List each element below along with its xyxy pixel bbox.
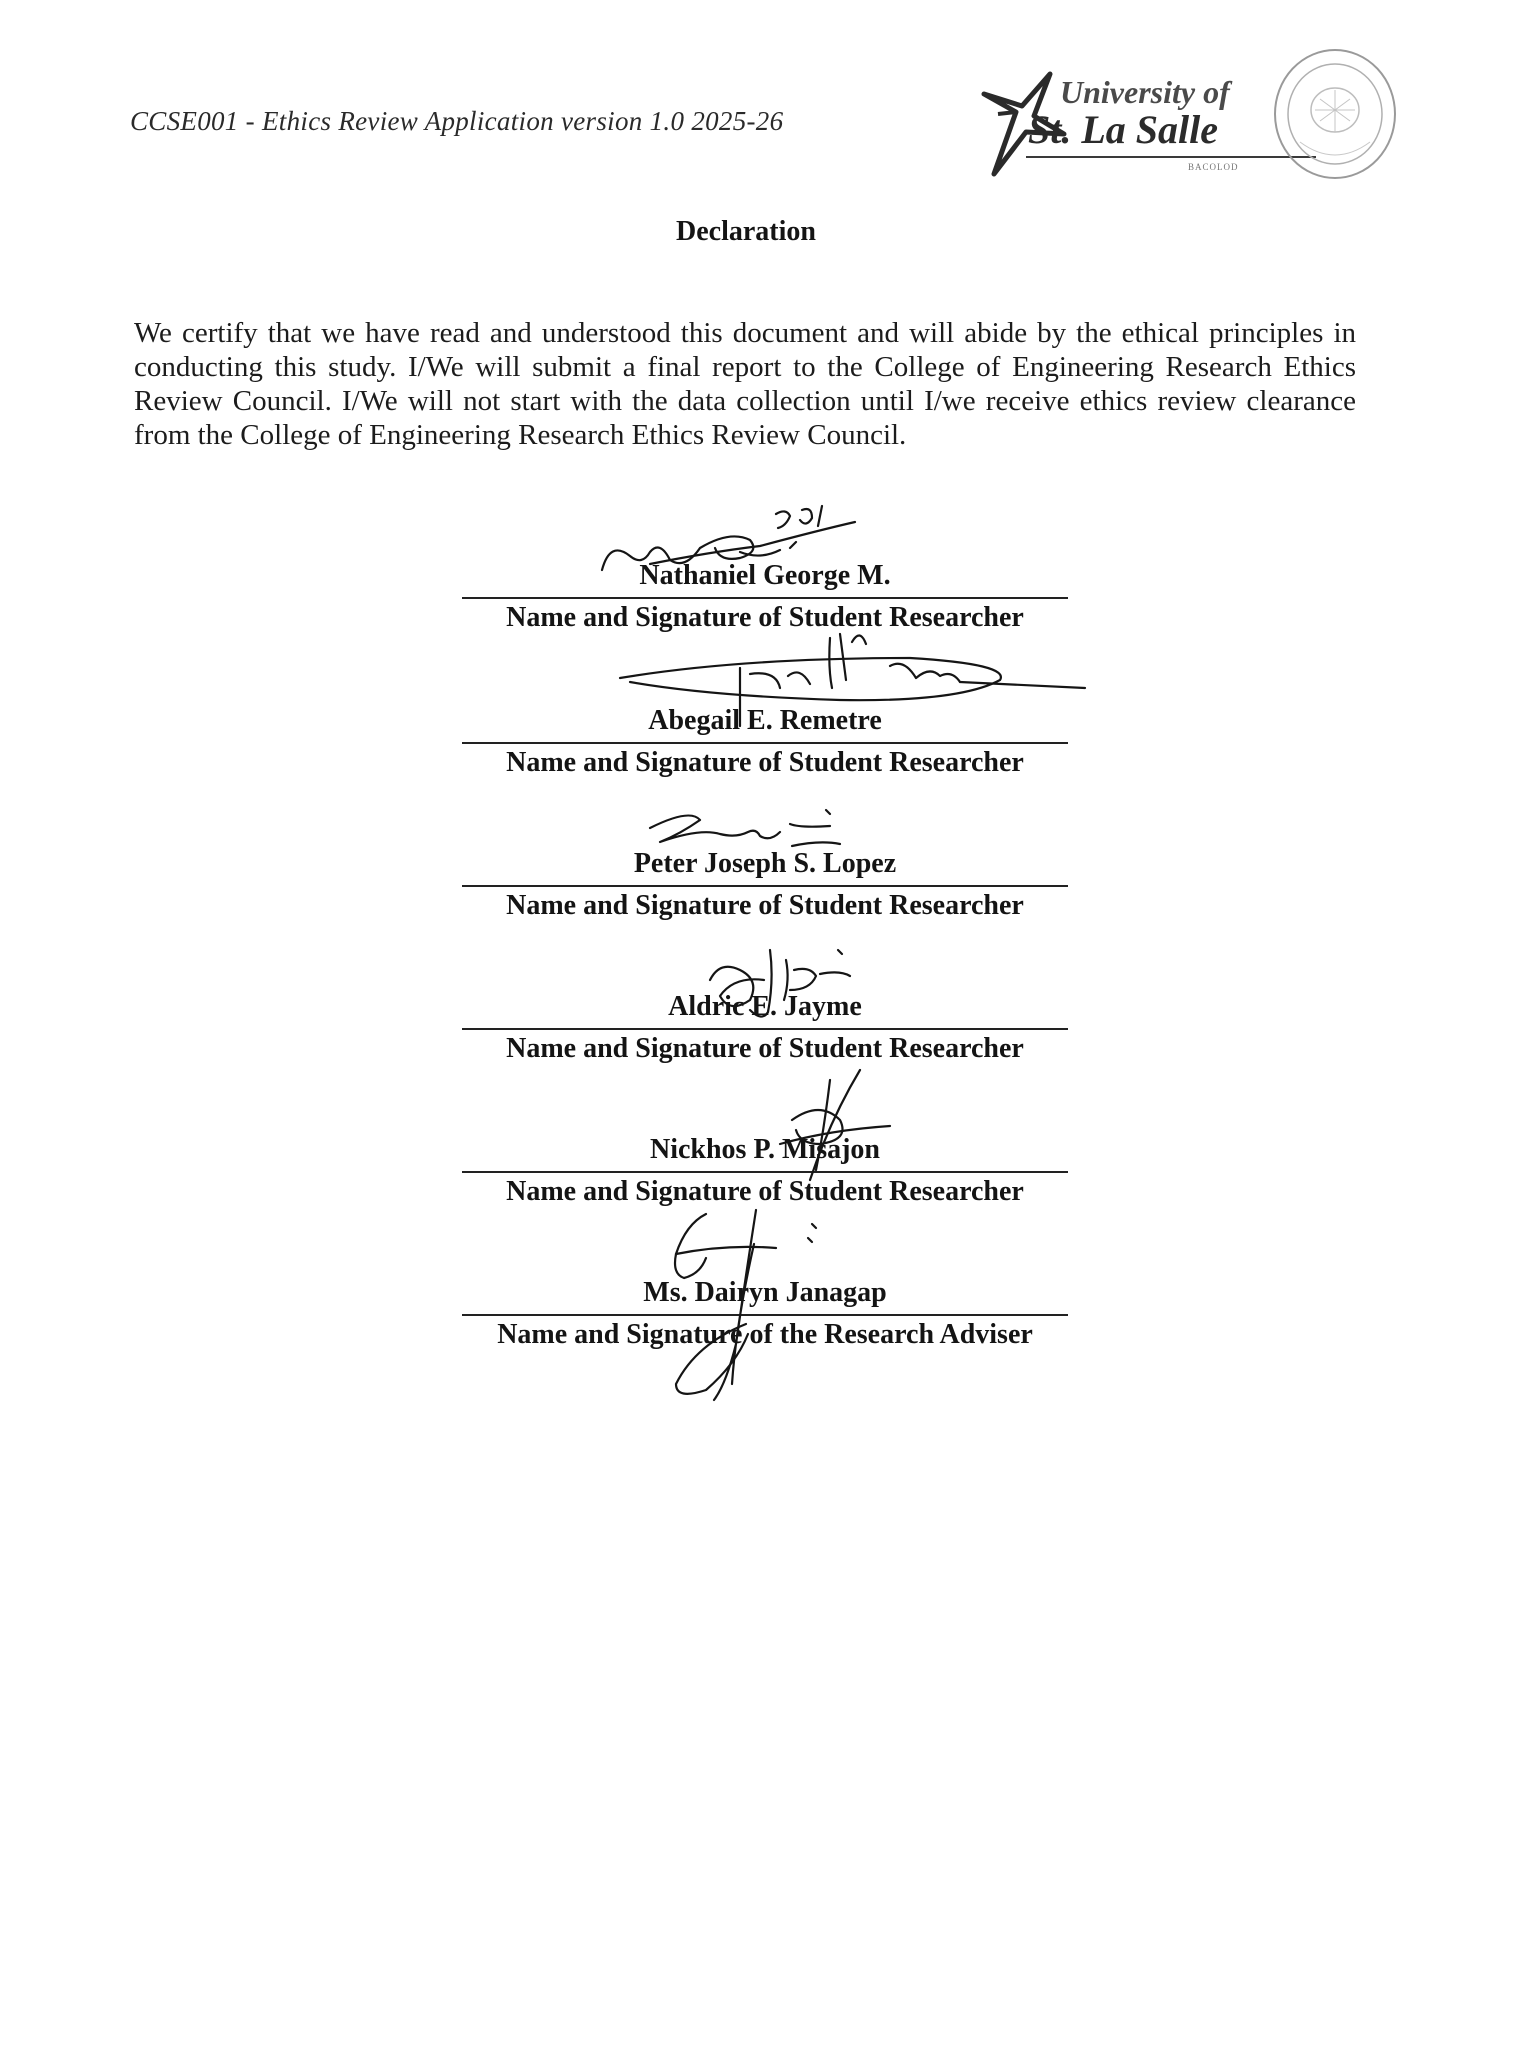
signature-block-5 xyxy=(450,1132,1080,1211)
signatory-role: Name and Signature of Student Researcher xyxy=(506,602,1024,633)
signatory-role: Name and Signature of Student Researcher xyxy=(506,747,1024,778)
university-logo xyxy=(964,44,1404,194)
logo-city: BACOLOD xyxy=(1188,162,1239,172)
signature-block-1 xyxy=(450,558,1080,637)
signatory-name: Nathaniel George M. xyxy=(639,560,891,591)
signatory-name: Peter Joseph S. Lopez xyxy=(633,848,897,879)
signature-block-4 xyxy=(450,989,1080,1068)
declaration-paragraph: We certify that we have read and understood this document and will abide by the ethical principles in conducting this study. I/We will submit a final report to the College of Engineering Research Ethics Review Council. I/We will not start with the data collection until I/we receive ethics review clearance from the College of Engineering Research Ethics Review Council. xyxy=(134,317,1356,451)
form-reference: CCSE001 - Ethics Review Application version 1.0 2025-26 xyxy=(130,106,784,136)
signatory-name: Nickhos P. Misajon xyxy=(649,1134,880,1165)
signatory-name: Ms. Dairyn Janagap xyxy=(643,1277,887,1308)
signature-block-6 xyxy=(450,1275,1080,1354)
signatory-role: Name and Signature of Student Researcher xyxy=(506,890,1024,921)
signature-block-2 xyxy=(450,703,1080,782)
signatory-role: Name and Signature of Student Researcher xyxy=(506,1033,1024,1064)
logo-st-la-salle: St. La Salle xyxy=(1028,107,1219,152)
signature-block-3 xyxy=(450,846,1080,925)
signatory-name: Aldric E. Jayme xyxy=(668,991,862,1022)
college-seal-icon xyxy=(1270,44,1400,184)
signatory-role: Name and Signature of the Research Adviser xyxy=(497,1319,1033,1350)
signatory-role: Name and Signature of Student Researcher xyxy=(506,1176,1024,1207)
signatory-name: Abegail E. Remetre xyxy=(648,705,882,736)
logo-university-of: University of xyxy=(1060,74,1230,110)
page-title: Declaration xyxy=(676,216,816,247)
